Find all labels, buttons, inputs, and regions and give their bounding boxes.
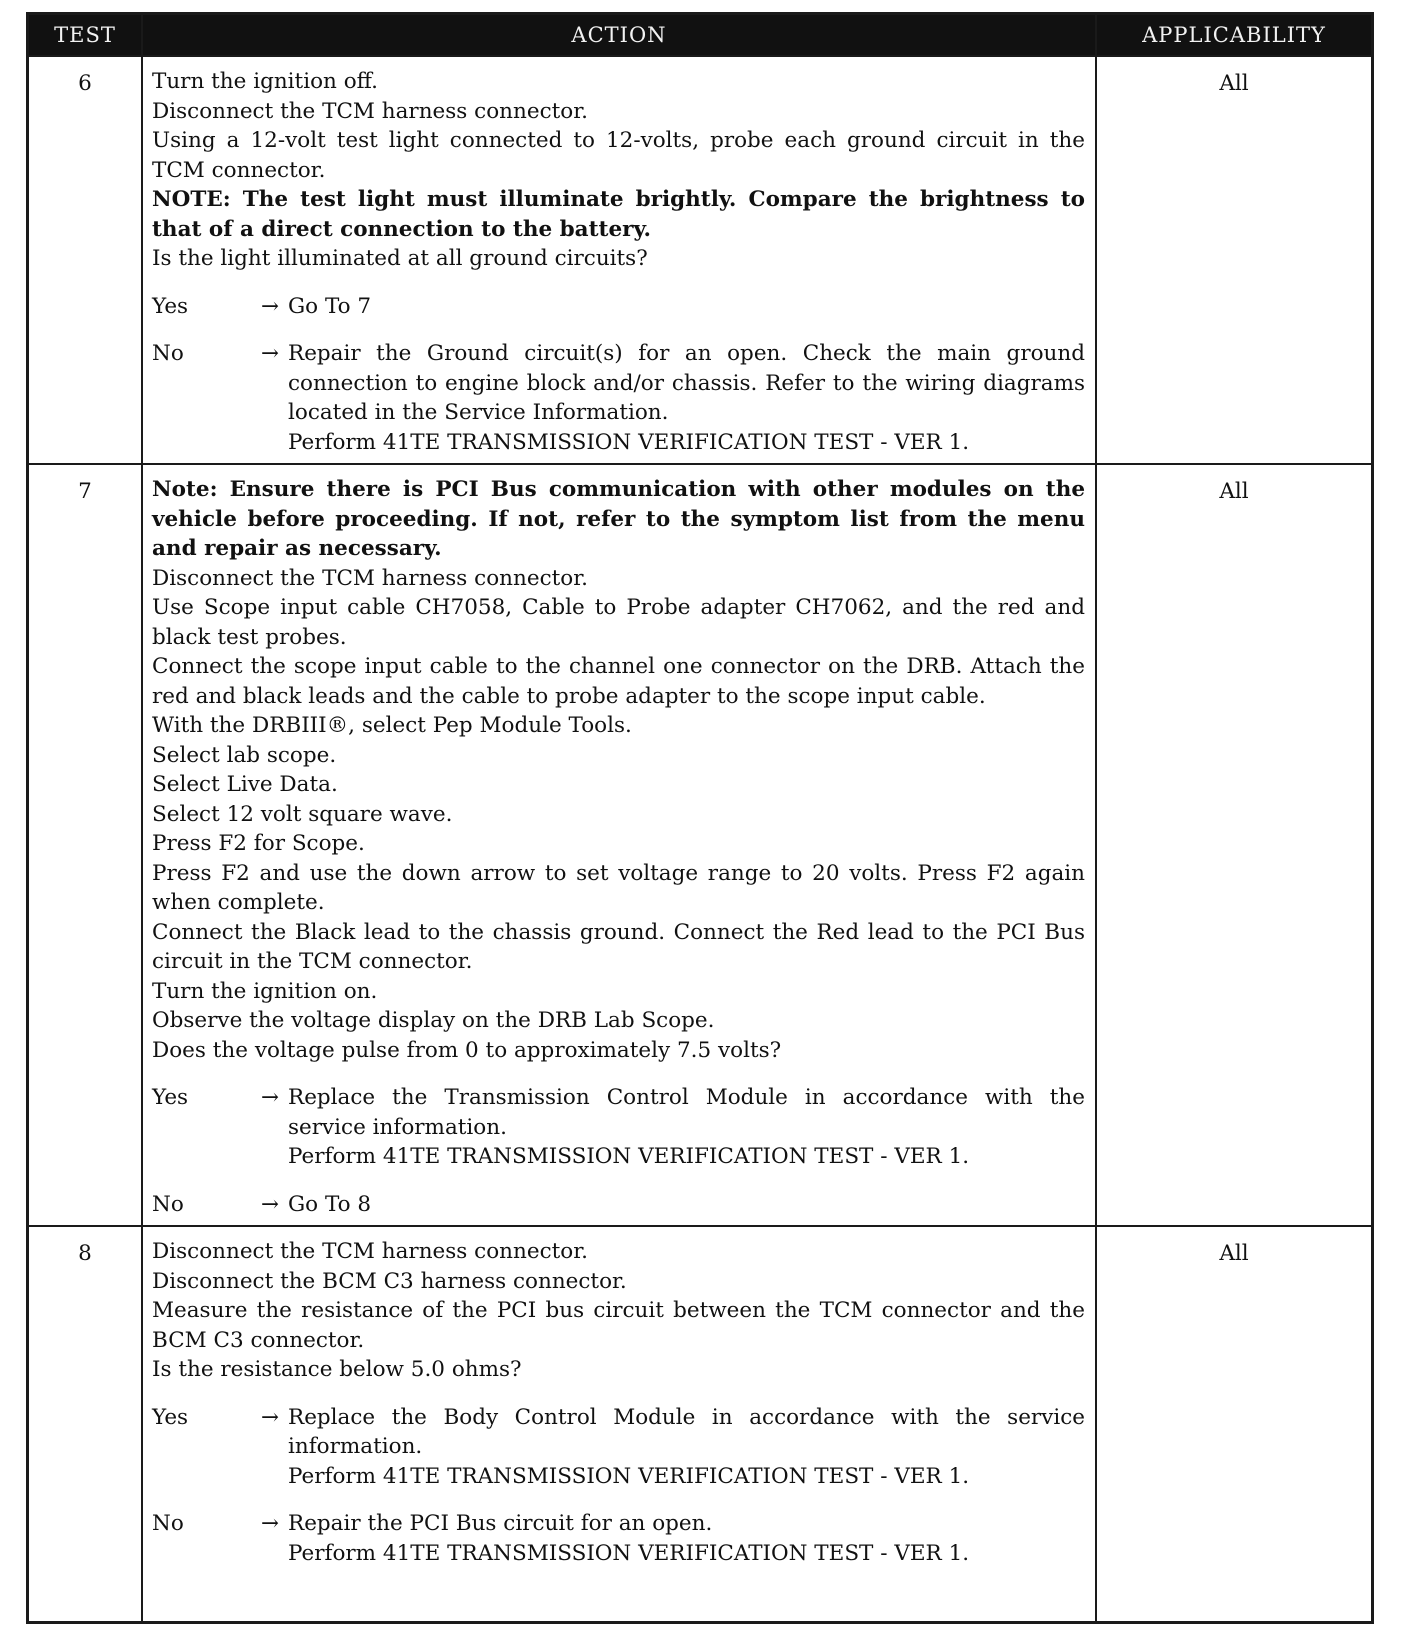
test-number: 7 [29,464,142,1226]
action-cell [142,56,1096,464]
action-step: With the DRBIII®, select Pep Module Tools. [152,713,632,738]
branch-line: Perform 41TE TRANSMISSION VERIFICATION TEST - VER 1. [288,429,970,455]
note-text: NOTE: The test light must illuminate brightly. Compare the brightness to that of a direct connection to the battery. [152,187,1085,242]
action-step: Press F2 and use the down arrow to set voltage range to 20 volts. Press F2 again when complete. [152,860,1085,915]
branch-line: Replace the Transmission Control Module in accordance with the service information. [288,1085,1085,1140]
branch-line: Repair the Ground circuit(s) for an open. Check the main ground connection to engine block and/or chassis. Refer to the wiring diagrams located in the Service Information. [288,341,1085,425]
question-text: Is the light illuminated at all ground circuits? [152,246,648,271]
no-branch [152,1509,1085,1568]
action-step: Turn the ignition on. [152,978,378,1004]
action-step: Disconnect the TCM harness connector. [152,98,588,124]
action-step: Disconnect the BCM C3 harness connector. [152,1268,627,1294]
action-step: Measure the resistance of the PCI bus circuit between the TCM connector and the BCM C3 connector. [152,1298,1085,1353]
branch-text [288,1403,1085,1492]
action-step: Using a 12-volt test light connected to 12-volts, probe each ground circuit in the TCM connector. [152,128,1085,183]
no-branch [152,339,1085,457]
yes-branch [152,1083,1085,1172]
branch-text [288,292,1085,322]
action-cell [142,1226,1096,1621]
arrow-icon: → [260,1191,279,1217]
diagnostic-table-frame [26,12,1374,1624]
action-step: Press F2 for Scope. [152,831,365,856]
applicability-value: All [1096,1226,1371,1621]
action-step: Select Live Data. [152,772,338,797]
branch-text [288,1190,1085,1220]
header-row [29,15,1371,56]
applicability-value: All [1096,464,1371,1226]
action-step: Disconnect the TCM harness connector. [152,1239,588,1264]
test-row-6 [29,56,1371,464]
diagnostic-test-table [29,15,1371,1621]
action-step: Disconnect the TCM harness connector. [152,565,588,591]
yes-branch [152,292,1085,322]
branch-text [288,339,1085,457]
header-applicability: APPLICABILITY [1096,15,1371,56]
branch-text [288,1083,1085,1172]
action-step: Select 12 volt square wave. [152,801,453,827]
no-label: No [152,1191,184,1217]
arrow-icon: → [260,1085,279,1110]
branch-line: Go To 7 [288,293,372,319]
action-step: Connect the scope input cable to the channel one connector on the DRB. Attach the red and black leads and the cable to probe adapter to the scope input cable. [152,654,1085,709]
yes-label: Yes [152,1085,189,1110]
branch-line: Perform 41TE TRANSMISSION VERIFICATION TEST - VER 1. [288,1144,970,1169]
test-row-8 [29,1226,1371,1621]
yes-branch [152,1403,1085,1492]
branch-text [288,1509,1085,1568]
arrow-icon: → [260,341,279,366]
note-text: Note: Ensure there is PCI Bus communication with other modules on the vehicle before proceeding. If not, refer to the symptom list from the menu and repair as necessary. [152,477,1085,561]
question-text: Is the resistance below 5.0 ohms? [152,1357,522,1382]
test-number: 8 [29,1226,142,1621]
test-number: 6 [29,56,142,464]
no-branch [152,1190,1085,1220]
applicability-value: All [1096,56,1371,464]
arrow-icon: → [260,1511,279,1536]
no-label: No [152,341,184,366]
no-label: No [152,1511,184,1536]
branch-line: Replace the Body Control Module in accordance with the service information. [288,1404,1085,1459]
yes-label: Yes [152,293,189,319]
question-text: Does the voltage pulse from 0 to approximately 7.5 volts? [152,1037,782,1063]
branch-line: Perform 41TE TRANSMISSION VERIFICATION TEST - VER 1. [288,1463,970,1489]
test-row-7 [29,464,1371,1226]
yes-label: Yes [152,1404,189,1430]
header-test: TEST [29,15,142,56]
arrow-icon: → [260,1404,279,1430]
header-action: ACTION [142,15,1096,56]
action-step: Connect the Black lead to the chassis ground. Connect the Red lead to the PCI Bus circuit in the TCM connector. [152,919,1085,974]
action-step: Turn the ignition off. [152,69,378,94]
action-step: Select lab scope. [152,742,337,768]
action-cell [142,464,1096,1226]
branch-line: Perform 41TE TRANSMISSION VERIFICATION TEST - VER 1. [288,1540,970,1566]
branch-line: Repair the PCI Bus circuit for an open. [288,1511,713,1536]
branch-line: Go To 8 [288,1191,372,1217]
action-step: Use Scope input cable CH7058, Cable to Probe adapter CH7062, and the red and black test probes. [152,595,1085,650]
arrow-icon: → [260,293,279,319]
action-step: Observe the voltage display on the DRB Lab Scope. [152,1008,715,1033]
